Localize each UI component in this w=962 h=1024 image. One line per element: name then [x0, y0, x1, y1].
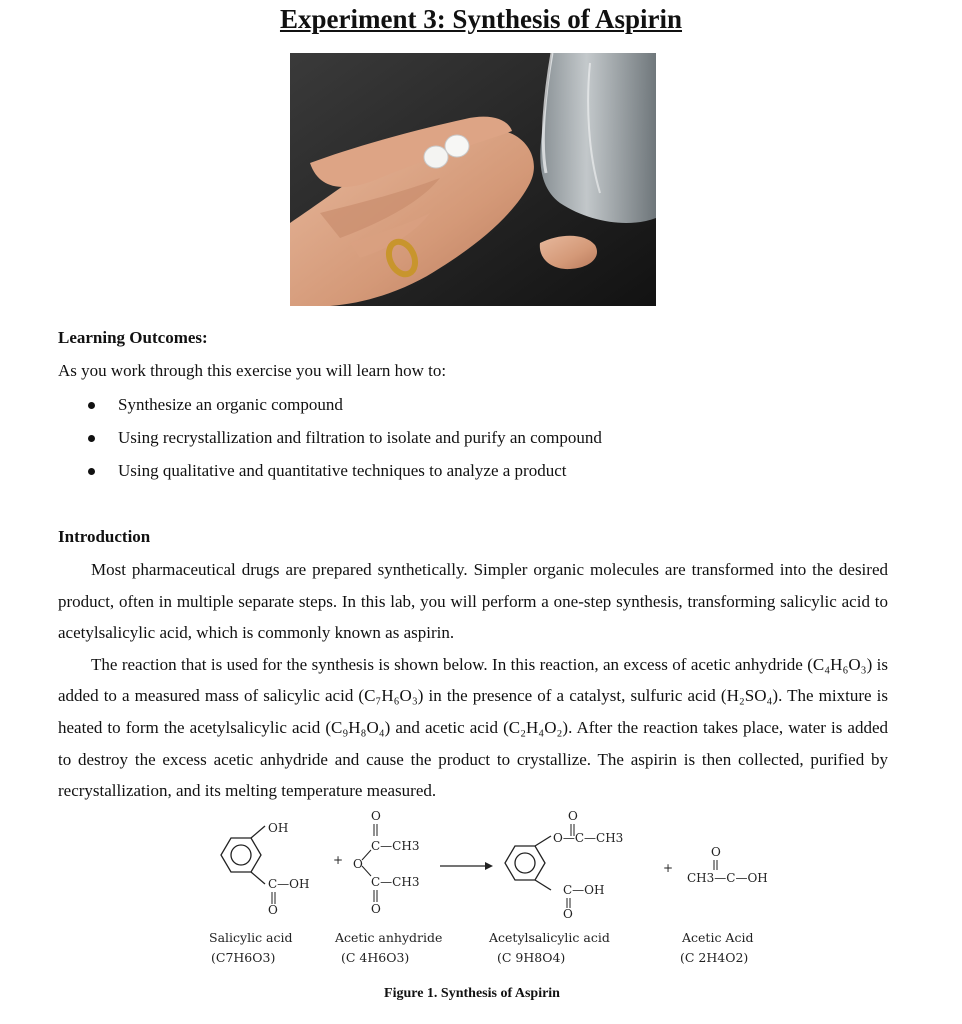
- acetic-acid-structure: CH3—C—OH: [687, 871, 768, 885]
- introduction-body: [58, 554, 888, 807]
- plus-sign: +: [663, 861, 674, 875]
- acetyl-top-o: O: [568, 809, 578, 823]
- anhydride-bottom-o: O: [371, 902, 381, 916]
- learning-outcomes-intro: As you work through this exercise you will learn how to:: [58, 361, 447, 380]
- salicylic-acid-name: Salicylic acid: [209, 930, 293, 945]
- salicylic-acid-formula: (C7H6O3): [211, 950, 276, 965]
- acetic-anhydride-formula: (C 4H6O3): [341, 950, 410, 965]
- hand-with-tablets-and-water-glass-icon: [290, 53, 656, 306]
- page-title: Experiment 3: Synthesis of Aspirin: [279, 4, 683, 34]
- learning-outcomes-list: [84, 392, 602, 491]
- acetyl-carbonyl-o: O: [563, 907, 573, 921]
- acetic-acid-formula: (C 2H4O2): [680, 950, 749, 965]
- list-item: Synthesize an organic compound: [84, 392, 602, 425]
- acetic-top-o: O: [711, 845, 721, 859]
- plus-sign: +: [333, 853, 344, 867]
- anhydride-bridge-o: O: [353, 857, 363, 871]
- acetyl-ester-group: O—C—CH3: [553, 831, 624, 845]
- figure-caption: Figure 1. Synthesis of Aspirin: [384, 986, 560, 1001]
- acetic-anhydride-name: Acetic anhydride: [335, 930, 443, 945]
- anhydride-top-group: C—CH3: [371, 839, 420, 853]
- acetylsalicylic-acid-structure: [505, 836, 551, 890]
- salicylic-acid-structure: [221, 826, 265, 884]
- salicylic-carbonyl-o: O: [268, 903, 278, 917]
- acetylsalicylic-acid-formula: (C 9H8O4): [497, 950, 566, 965]
- list-item: Using recrystallization and filtration to isolate and purify an compound: [84, 425, 602, 458]
- bullet-icon: [88, 402, 95, 409]
- salicylic-oh-label: OH: [268, 821, 289, 835]
- introduction-paragraph-1: Most pharmaceutical drugs are prepared synthetically. Simpler organic molecules are transformed into the desired product, often in multiple separate steps. In this lab, you will perform a one-step synthesis, transforming salicylic acid to acetylsalicylic acid, which is commonly known as aspirin.: [58, 560, 888, 643]
- salicylic-cooh-label: C—OH: [268, 877, 310, 891]
- bullet-icon: [88, 468, 95, 475]
- acetic-acid-name: Acetic Acid: [682, 930, 754, 945]
- anhydride-bottom-group: C—CH3: [371, 875, 420, 889]
- introduction-heading: Introduction: [58, 527, 151, 546]
- learning-outcomes-heading: Learning Outcomes:: [58, 328, 208, 347]
- anhydride-top-o: O: [371, 809, 381, 823]
- list-item: Using qualitative and quantitative techniques to analyze a product: [84, 458, 602, 491]
- introduction-paragraph-2: The reaction that is used for the synthesis is shown below. In this reaction, an excess of acetic anhydride (C₄H₆O₃) is added to a measured mass of salicylic acid (C₇H₆O₃) in the presence of a catalyst, sulfuric acid (H₂SO₄). The mixture is heated to form the acetylsalicylic acid (C₉H₈O₄) and acetic acid (C₂H₄O₂). After the reaction takes place, water is added to destroy the excess acetic anhydride and cause the product to crystallize. The aspirin is then collected, purified by recrystallization, and its melting temperature measured.: [58, 654, 888, 801]
- bullet-icon: [88, 435, 95, 442]
- reaction-scheme: [195, 808, 795, 978]
- acetylsalicylic-acid-name: Acetylsalicylic acid: [489, 930, 610, 945]
- reaction-arrow-icon: [440, 862, 493, 870]
- acetyl-cooh-group: C—OH: [563, 883, 605, 897]
